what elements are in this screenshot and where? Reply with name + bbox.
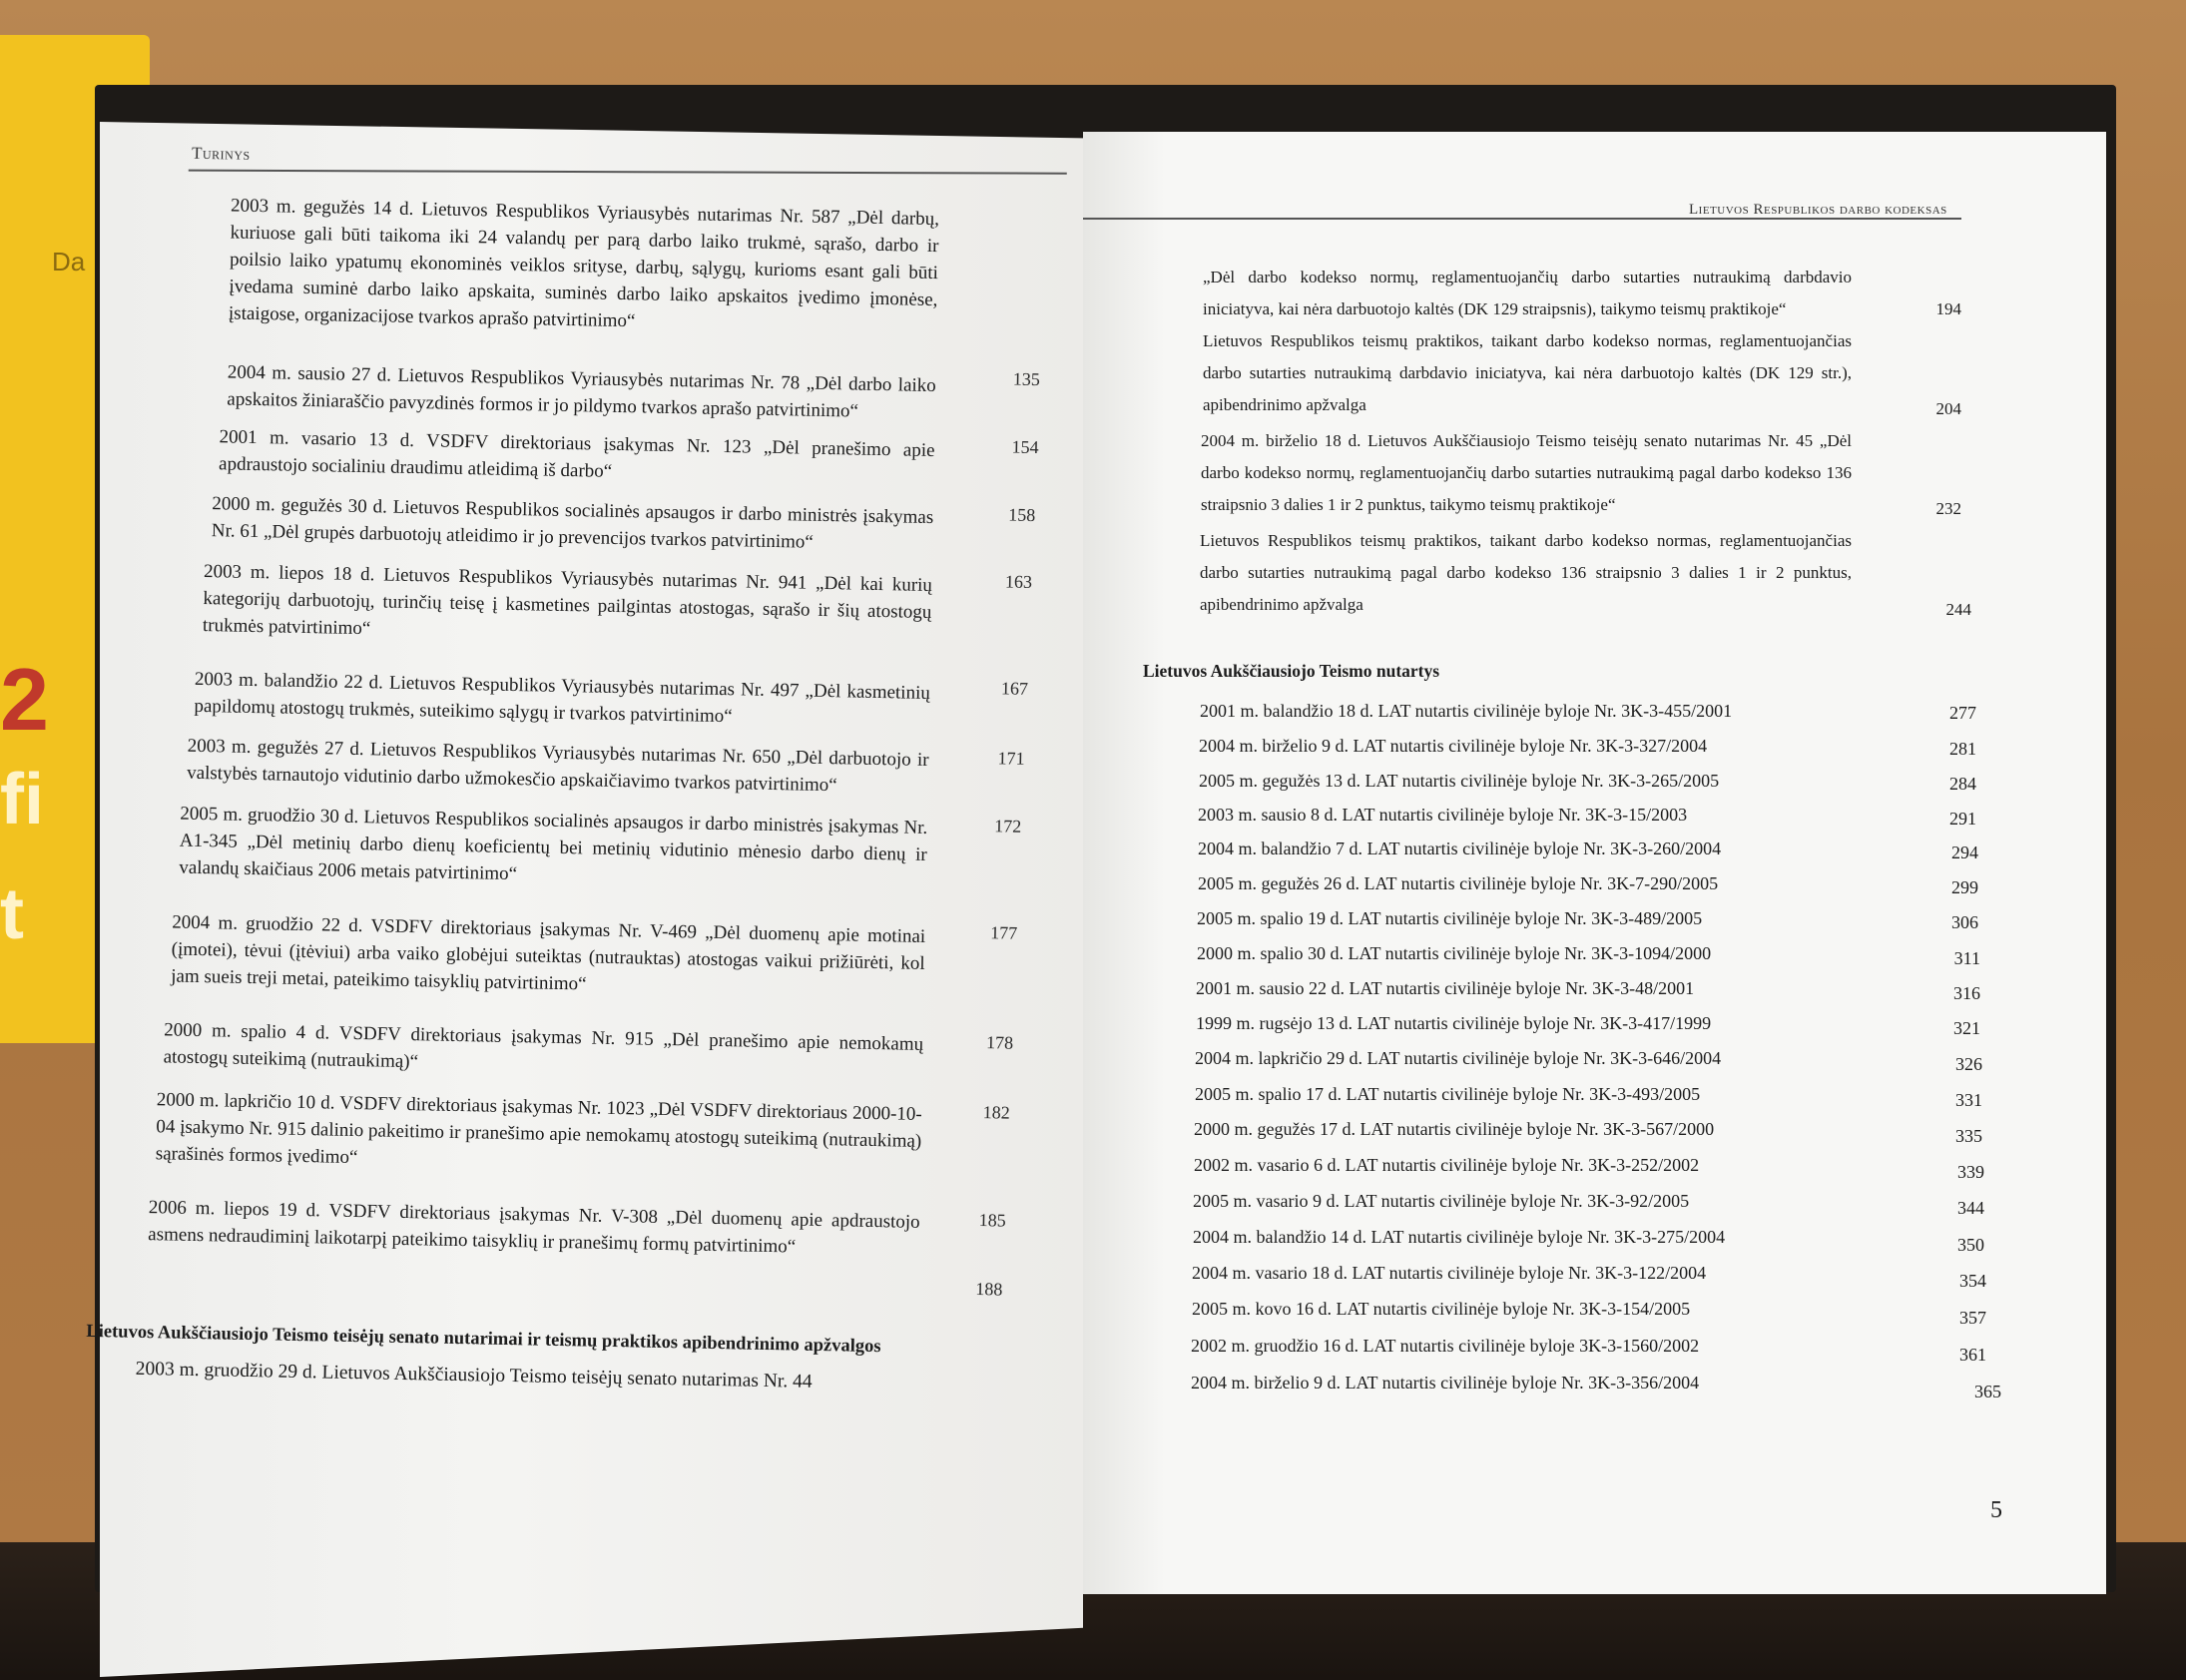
toc-page-number: 177 xyxy=(990,922,1018,943)
ruling-page-number: 277 xyxy=(1949,703,1976,723)
ruling-page-number: 339 xyxy=(1957,1162,1984,1182)
ruling-entry: 2004 m. lapkričio 29 d. LAT nutartis civilinėje byloje Nr. 3K-3-646/2004 xyxy=(1195,1048,1722,1068)
yellow-book-fragment-2: 2 xyxy=(0,650,49,749)
toc-entry: 2003 m. gegužės 14 d. Lietuvos Respublikos Vyriausybės nutarimas Nr. 587 „Dėl darbų, kuriuose gali būti taikoma iki 24 valandų per parą darbo laiko trukmė, sąrašo, darbo ir poilsio laiko ypatumų ekonominės veiklos srityse, darbų, sąlygų, kurioms esant gali būti įvedama suminė darbo laiko apskaita, suminės darbo laiko apskaitos įvedimo įmonėse, įstaigose, organizacijose tvarkos aprašo patvirtinimo“ xyxy=(228,195,940,332)
ruling-page-number: 335 xyxy=(1955,1126,1982,1146)
toc-page-number: 204 xyxy=(1935,399,1961,418)
toc-page-number: 172 xyxy=(994,816,1022,837)
ruling-page-number: 350 xyxy=(1957,1235,1984,1255)
ruling-entry: 1999 m. rugsėjo 13 d. LAT nutartis civilinėje byloje Nr. 3K-3-417/1999 xyxy=(1196,1013,1712,1033)
yellow-book-fragment-4: t xyxy=(0,874,24,954)
ruling-page-number: 299 xyxy=(1951,877,1978,897)
ruling-entry: 2003 m. sausio 8 d. LAT nutartis civilinėje byloje Nr. 3K-3-15/2003 xyxy=(1198,805,1688,825)
right-header-rule xyxy=(1083,218,1961,220)
ruling-entry: 2004 m. balandžio 14 d. LAT nutartis civilinėje byloje Nr. 3K-3-275/2004 xyxy=(1193,1227,1726,1247)
toc-entry: 2000 m. lapkričio 10 d. VSDFV direktoriaus įsakymas Nr. 1023 „Dėl VSDFV direktoriaus 2000-10-04 įsakymo Nr. 915 dalinio pakeitimo ir pranešimo apie nemokamų atostogų suteikimą (nutraukimą) sąrašinės formos įvedimo“ xyxy=(155,1089,922,1169)
toc-page-number: 178 xyxy=(985,1032,1014,1053)
ruling-entry: 2005 m. gegužės 26 d. LAT nutartis civilinėje byloje Nr. 3K-7-290/2005 xyxy=(1198,873,1719,893)
left-running-head: Turinys xyxy=(191,143,251,164)
toc-page-number: 163 xyxy=(1004,571,1033,592)
toc-page-number: 167 xyxy=(1000,678,1029,699)
ruling-entry: 2002 m. gruodžio 16 d. LAT nutartis civilinėje byloje 3K-3-1560/2002 xyxy=(1191,1336,1700,1356)
ruling-page-number: 357 xyxy=(1959,1308,1986,1328)
toc-entry: 2003 m. gegužės 27 d. Lietuvos Respublikos Vyriausybės nutarimas Nr. 650 „Dėl darbuotojo ir valstybės tarnautojo vidutinio darbo užmokesčio apskaičiavimo tvarkos patvirtinimo“ xyxy=(186,735,929,797)
left-section-title: Lietuvos Aukščiausiojo Teismo teisėjų senato nutarimai ir teismų praktikos apibendrinimo apžvalgos xyxy=(86,1321,881,1358)
toc-entry: 2003 m. balandžio 22 d. Lietuvos Respublikos Vyriausybės nutarimas Nr. 497 „Dėl kasmetinių papildomų atostogų trukmės, suteikimo sąlygų ir tvarkos patvirtinimo“ xyxy=(194,668,931,728)
ruling-page-number: 331 xyxy=(1955,1090,1982,1110)
ruling-entry: 2002 m. vasario 6 d. LAT nutartis civilinėje byloje Nr. 3K-3-252/2002 xyxy=(1194,1155,1700,1175)
ruling-page-number: 291 xyxy=(1949,809,1976,829)
right-running-head: Lietuvos Respublikos darbo kodeksas xyxy=(1689,202,1947,218)
ruling-page-number: 294 xyxy=(1951,842,1978,862)
ruling-page-number: 306 xyxy=(1951,912,1978,932)
toc-entry: 2004 m. birželio 18 d. Lietuvos Aukščiausiojo Teismo teisėjų senato nutarimas Nr. 45 „Dėl darbo kodekso normų, reglamentuojančių darbo sutarties nutraukimą pagal darbo kodekso 136 straipsnio 3 dalies 1 ir 2 punktus, taikymo teismų praktikoje“ xyxy=(1201,431,1852,514)
ruling-page-number: 354 xyxy=(1959,1271,1986,1291)
ruling-entry: 2004 m. birželio 9 d. LAT nutartis civilinėje byloje Nr. 3K-3-327/2004 xyxy=(1199,736,1708,756)
ruling-entry: 2000 m. spalio 30 d. LAT nutartis civilinėje byloje Nr. 3K-3-1094/2000 xyxy=(1197,943,1712,963)
right-section-title: Lietuvos Aukščiausiojo Teismo nutartys xyxy=(1143,661,1440,681)
ruling-entry: 2005 m. spalio 19 d. LAT nutartis civilinėje byloje Nr. 3K-3-489/2005 xyxy=(1197,908,1703,928)
ruling-page-number: 365 xyxy=(1974,1382,2001,1401)
ruling-entry: 2005 m. spalio 17 d. LAT nutartis civilinėje byloje Nr. 3K-3-493/2005 xyxy=(1195,1084,1701,1104)
toc-page-number: 154 xyxy=(1011,436,1039,458)
toc-page-number: 182 xyxy=(982,1102,1010,1123)
ruling-page-number: 361 xyxy=(1959,1345,1986,1365)
ruling-page-number: 311 xyxy=(1953,948,1980,968)
toc-page-number: 171 xyxy=(997,748,1025,769)
ruling-entry: 2001 m. sausio 22 d. LAT nutartis civilinėje byloje Nr. 3K-3-48/2001 xyxy=(1196,978,1695,998)
ruling-entry: 2004 m. balandžio 7 d. LAT nutartis civilinėje byloje Nr. 3K-3-260/2004 xyxy=(1198,839,1722,858)
ruling-entry: 2001 m. balandžio 18 d. LAT nutartis civilinėje byloje Nr. 3K-3-455/2001 xyxy=(1200,701,1733,721)
toc-entry: 2003 m. gruodžio 29 d. Lietuvos Aukščiausiojo Teismo teisėjų senato nutarimas Nr. 44 xyxy=(135,1358,813,1393)
toc-entry: 2001 m. vasario 13 d. VSDFV direktoriaus įsakymas Nr. 123 „Dėl pranešimo apie apdraustojo socialiniu draudimu atleidimą iš darbo“ xyxy=(218,426,935,482)
yellow-book-fragment-1: Da xyxy=(52,247,86,277)
toc-entry: 2005 m. gruodžio 30 d. Lietuvos Respublikos socialinės apsaugos ir darbo ministrės įsakymas Nr. A1-345 „Dėl metinių darbo dienų koeficientų bei metinių vidutinio mėnesio darbo dienų ir valandų skaičiaus 2006 metais patvirtinimo“ xyxy=(179,803,928,885)
ruling-entry: 2000 m. gegužės 17 d. LAT nutartis civilinėje byloje Nr. 3K-3-567/2000 xyxy=(1194,1119,1715,1139)
ruling-entry: 2004 m. birželio 9 d. LAT nutartis civilinėje byloje Nr. 3K-3-356/2004 xyxy=(1191,1373,1700,1393)
toc-page-number: 158 xyxy=(1008,504,1036,526)
toc-page-number: 185 xyxy=(978,1210,1006,1231)
ruling-page-number: 326 xyxy=(1955,1054,1982,1074)
yellow-book-fragment-3: fi xyxy=(0,760,44,840)
toc-entry: 2003 m. liepos 18 d. Lietuvos Respublikos Vyriausybės nutarimas Nr. 941 „Dėl kai kurių kategorijų darbuotojų, turinčių teisę į kasmetines pailgintas atostogas, sąrašo ir šių atostogų trukmės patvirtinimo“ xyxy=(202,561,933,640)
toc-entry: 2006 m. liepos 19 d. VSDFV direktoriaus įsakymas Nr. V-308 „Dėl duomenų apie apdraustojo asmens nedraudiminį laikotarpį pateikimo taisyklių ir pranešimų formų patvirtinimo“ xyxy=(148,1197,920,1258)
ruling-entry: 2005 m. kovo 16 d. LAT nutartis civilinėje byloje Nr. 3K-3-154/2005 xyxy=(1192,1299,1691,1319)
ruling-page-number: 281 xyxy=(1949,739,1976,759)
ruling-entry: 2005 m. gegužės 13 d. LAT nutartis civilinėje byloje Nr. 3K-3-265/2005 xyxy=(1199,771,1720,791)
page-folio: 5 xyxy=(1990,1497,2002,1523)
ruling-entry: 2004 m. vasario 18 d. LAT nutartis civilinėje byloje Nr. 3K-3-122/2004 xyxy=(1192,1263,1707,1283)
ruling-page-number: 284 xyxy=(1949,774,1976,794)
toc-page-number: 135 xyxy=(1012,368,1041,390)
ruling-page-number: 344 xyxy=(1957,1198,1984,1218)
toc-page-number: 244 xyxy=(1945,600,1971,619)
ruling-page-number: 321 xyxy=(1953,1018,1980,1038)
toc-entry: „Dėl darbo kodekso normų, reglamentuojančių darbo sutarties nutraukimą darbdavio iniciatyva, kai nėra darbuotojo kaltės (DK 129 straipsnis), taikymo teismų praktikoje“ xyxy=(1203,268,1852,318)
ruling-entry: 2005 m. vasario 9 d. LAT nutartis civilinėje byloje Nr. 3K-3-92/2005 xyxy=(1193,1191,1690,1211)
toc-page-number: 232 xyxy=(1935,499,1961,518)
toc-entry: 2004 m. sausio 27 d. Lietuvos Respublikos Vyriausybės nutarimas Nr. 78 „Dėl darbo laiko apskaitos žiniaraščio pavyzdinės formos ir jo pildymo tvarkos aprašo patvirtinimo“ xyxy=(227,361,936,422)
toc-entry: 2004 m. gruodžio 22 d. VSDFV direktoriaus įsakymas Nr. V-469 „Dėl duomenų apie motinai (įmotei), tėvui (įtėviui) arba vaiko globėjui suteiktas (nutrauktas) atostogas vaikui prižiūrėti, kol jam sueis treji metai, pateikimo taisyklių patvirtinimo“ xyxy=(171,911,926,995)
toc-entry: 2000 m. spalio 4 d. VSDFV direktoriaus įsakymas Nr. 915 „Dėl pranešimo apie nemokamų atostogų suteikimą (nutraukimą)“ xyxy=(163,1019,924,1073)
toc-page-number: 188 xyxy=(975,1279,1003,1300)
toc-page-number: 194 xyxy=(1935,299,1961,318)
ruling-page-number: 316 xyxy=(1953,983,1980,1003)
toc-entry: Lietuvos Respublikos teismų praktikos, taikant darbo kodekso normas, reglamentuojančias darbo sutarties nutraukimą darbdavio iniciatyva, kai nėra darbuotojo kaltės (DK 129 str.), apibendrinimo apžvalga xyxy=(1203,331,1852,414)
toc-entry: Lietuvos Respublikos teismų praktikos, taikant darbo kodekso normas, reglamentuojančias darbo sutarties nutraukimą pagal darbo kodekso 136 straipsnio 3 dalies 1 ir 2 punktus, apibendrinimo apžvalga xyxy=(1200,531,1852,614)
toc-entry: 2000 m. gegužės 30 d. Lietuvos Respublikos socialinės apsaugos ir darbo ministrės įsakymas Nr. 61 „Dėl grupės darbuotojų atleidimo ir jo prevencijos tvarkos patvirtinimo“ xyxy=(211,493,934,553)
